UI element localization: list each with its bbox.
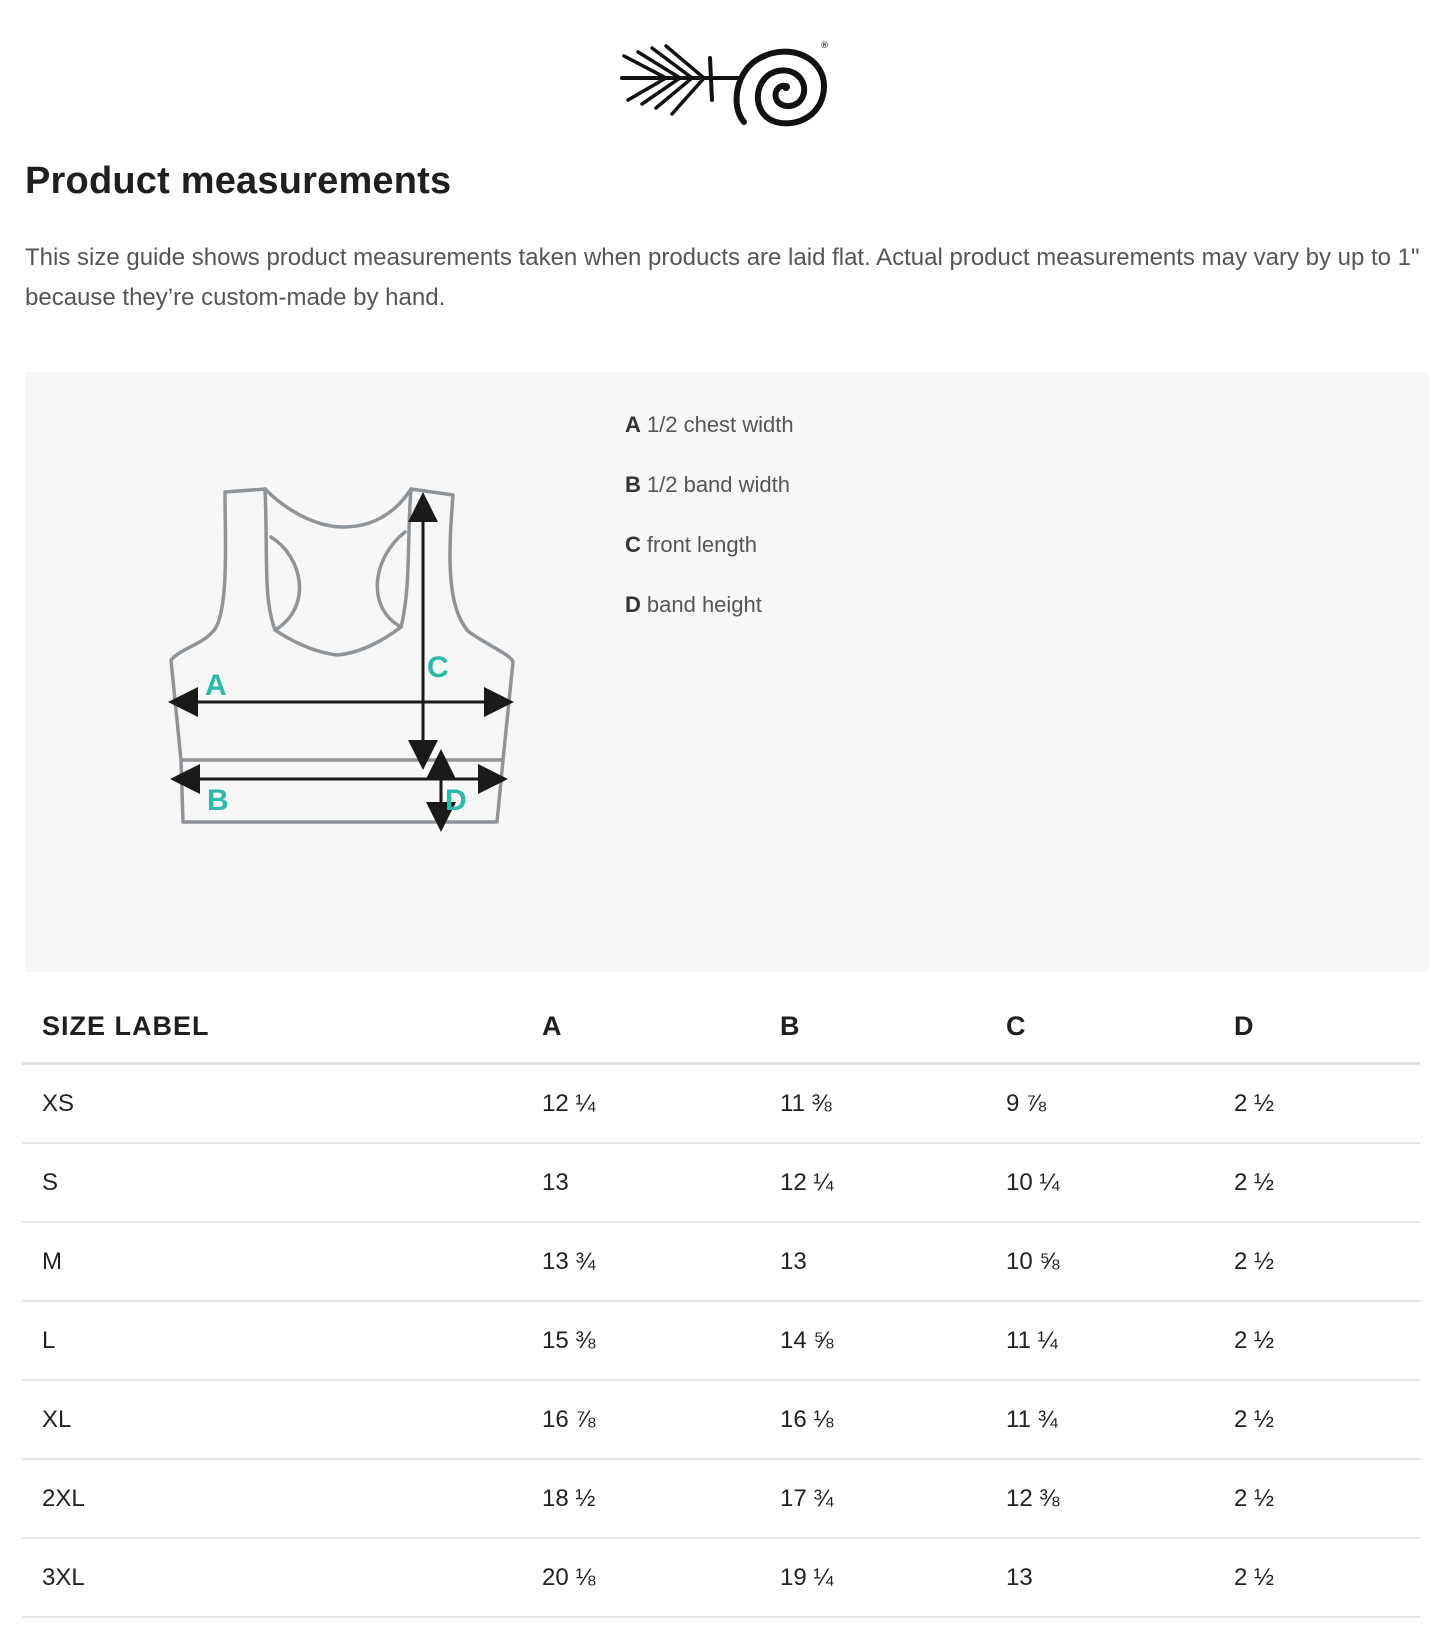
cell-d: 2 ½ bbox=[1234, 1380, 1420, 1459]
cell-a: 13 ¾ bbox=[542, 1222, 780, 1301]
cell-c: 12 ⅜ bbox=[1006, 1459, 1234, 1538]
cell-b: 17 ¾ bbox=[780, 1459, 1006, 1538]
cell-a: 15 ⅜ bbox=[542, 1301, 780, 1380]
legend-item bbox=[625, 412, 794, 472]
cell-a: 13 bbox=[542, 1143, 780, 1222]
legend-key: A bbox=[625, 412, 641, 437]
cell-d: 2 ½ bbox=[1234, 1538, 1420, 1617]
legend-label: 1/2 band width bbox=[646, 472, 790, 497]
measurement-legend bbox=[625, 412, 794, 652]
header-b: B bbox=[780, 990, 1006, 1064]
cell-size: XL bbox=[22, 1380, 542, 1459]
cell-d: 2 ½ bbox=[1234, 1143, 1420, 1222]
table-row bbox=[22, 1064, 1420, 1144]
table-row bbox=[22, 1459, 1420, 1538]
legend-key: D bbox=[625, 592, 641, 617]
diagram-label-b: B bbox=[207, 784, 229, 817]
cell-size: S bbox=[22, 1143, 542, 1222]
arrow-spiral-logo-icon bbox=[620, 36, 832, 132]
cell-b: 12 ¼ bbox=[780, 1143, 1006, 1222]
table-header-row bbox=[22, 990, 1420, 1064]
cell-a: 18 ½ bbox=[542, 1459, 780, 1538]
cell-c: 11 ¼ bbox=[1006, 1301, 1234, 1380]
legend-label: front length bbox=[646, 532, 757, 557]
legend-label: band height bbox=[646, 592, 762, 617]
table-row bbox=[22, 1143, 1420, 1222]
legend-item bbox=[625, 472, 794, 532]
diagram-label-c: C bbox=[427, 651, 449, 684]
legend-item bbox=[625, 592, 794, 652]
page-title: Product measurements bbox=[25, 160, 452, 202]
table-row bbox=[22, 1380, 1420, 1459]
cell-b: 11 ⅜ bbox=[780, 1064, 1006, 1144]
cell-size: 3XL bbox=[22, 1538, 542, 1617]
table-row bbox=[22, 1222, 1420, 1301]
cell-b: 14 ⅝ bbox=[780, 1301, 1006, 1380]
cell-size: 2XL bbox=[22, 1459, 542, 1538]
cell-b: 13 bbox=[780, 1222, 1006, 1301]
cell-c: 10 ⅝ bbox=[1006, 1222, 1234, 1301]
diagram-label-d: D bbox=[445, 784, 467, 817]
size-table bbox=[22, 990, 1420, 1618]
header-c: C bbox=[1006, 990, 1234, 1064]
cell-a: 20 ⅛ bbox=[542, 1538, 780, 1617]
cell-b: 16 ⅛ bbox=[780, 1380, 1006, 1459]
cell-d: 2 ½ bbox=[1234, 1459, 1420, 1538]
header-size-label: SIZE LABEL bbox=[22, 990, 542, 1064]
cell-d: 2 ½ bbox=[1234, 1222, 1420, 1301]
cell-a: 16 ⅞ bbox=[542, 1380, 780, 1459]
cell-d: 2 ½ bbox=[1234, 1301, 1420, 1380]
cell-d: 2 ½ bbox=[1234, 1064, 1420, 1144]
cell-c: 10 ¼ bbox=[1006, 1143, 1234, 1222]
measurement-guide-panel bbox=[25, 372, 1429, 972]
cell-size: XS bbox=[22, 1064, 542, 1144]
cell-b: 19 ¼ bbox=[780, 1538, 1006, 1617]
registered-mark: ® bbox=[820, 41, 829, 51]
table-row bbox=[22, 1538, 1420, 1617]
intro-text: This size guide shows product measurements taken when products are laid flat. Actual product measurements may vary by up to 1" because they’re custom-made by hand. bbox=[25, 244, 1420, 311]
legend-item bbox=[625, 532, 794, 592]
header-d: D bbox=[1234, 990, 1420, 1064]
cell-size: M bbox=[22, 1222, 542, 1301]
cell-c: 9 ⅞ bbox=[1006, 1064, 1234, 1144]
legend-key: B bbox=[625, 472, 641, 497]
legend-label: 1/2 chest width bbox=[646, 412, 794, 437]
sports-bra-diagram-icon bbox=[143, 477, 543, 832]
header-a: A bbox=[542, 990, 780, 1064]
diagram-label-a: A bbox=[205, 669, 227, 702]
legend-key: C bbox=[625, 532, 641, 557]
cell-c: 11 ¾ bbox=[1006, 1380, 1234, 1459]
cell-a: 12 ¼ bbox=[542, 1064, 780, 1144]
cell-c: 13 bbox=[1006, 1538, 1234, 1617]
table-row bbox=[22, 1301, 1420, 1380]
cell-size: L bbox=[22, 1301, 542, 1380]
